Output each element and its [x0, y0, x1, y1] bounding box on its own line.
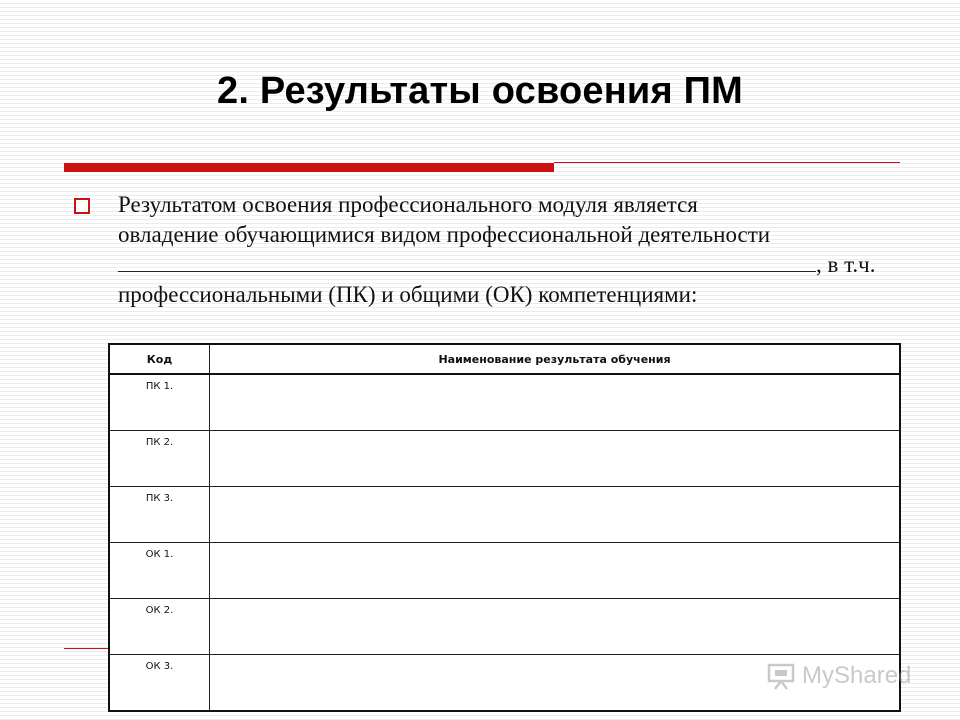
- table-row: [109, 431, 900, 487]
- table-row: [109, 374, 900, 431]
- row-result-name: [210, 487, 901, 543]
- header-code: Код: [109, 344, 210, 374]
- paragraph-line-3-tail: , в т.ч.: [816, 252, 876, 277]
- row-result-name: [210, 374, 901, 431]
- table-row: [109, 599, 900, 655]
- table-row: [109, 655, 900, 712]
- slide-title: 2. Результаты освоения ПМ: [217, 70, 743, 112]
- fill-in-blank: [118, 253, 816, 272]
- row-code: ОК 2.: [109, 599, 210, 655]
- intro-paragraph: [118, 190, 918, 310]
- square-bullet-icon: [74, 198, 90, 214]
- header-result-name: Наименование результата обучения: [210, 344, 901, 374]
- row-code: ОК 3.: [109, 655, 210, 712]
- title-underline-bar: [64, 163, 554, 172]
- table-row: [109, 487, 900, 543]
- watermark-text: MyShared: [802, 662, 912, 689]
- row-code: ПК 3.: [109, 487, 210, 543]
- title-underline-thin: [554, 162, 900, 163]
- row-result-name: [210, 599, 901, 655]
- row-code: ПК 1.: [109, 374, 210, 431]
- row-result-name: [210, 655, 901, 712]
- paragraph-line-2: овладение обучающимися видом профессиональной деятельности: [118, 222, 771, 247]
- paragraph-line-4: профессиональными (ПК) и общими (ОК) компетенциями:: [118, 282, 698, 307]
- row-result-name: [210, 431, 901, 487]
- row-result-name: [210, 543, 901, 599]
- row-code: ПК 2.: [109, 431, 210, 487]
- table-row: [109, 543, 900, 599]
- table-header-row: [109, 344, 900, 374]
- results-table: [108, 343, 901, 712]
- row-code: ОК 1.: [109, 543, 210, 599]
- paragraph-line-1: Результатом освоения профессионального модуля является: [118, 192, 698, 217]
